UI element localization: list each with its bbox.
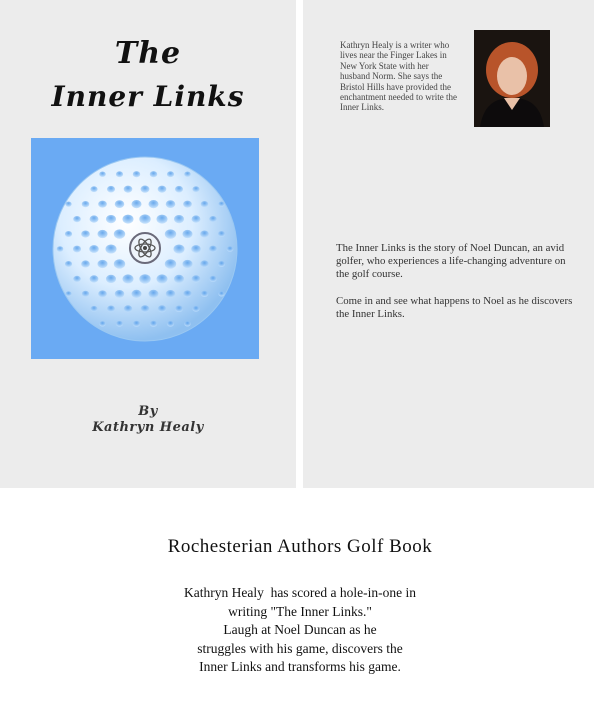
blurb-paragraph-1: The Inner Links is the story of Noel Duncan, an avid golfer, who experiences a life-changing adventure on the golf course. — [336, 242, 566, 281]
golf-ball-icon — [31, 138, 259, 359]
headline: Rochesterian Authors Golf Book — [167, 536, 433, 557]
cover-art — [31, 138, 259, 359]
description — [0, 584, 600, 677]
back-blurb — [336, 242, 576, 334]
description-line: Kathryn Healy has scored a hole-in-one in — [183, 585, 417, 600]
description-line: Laugh at Noel Duncan as he — [223, 622, 377, 637]
author-photo — [474, 30, 550, 127]
atom-emblem-icon — [130, 233, 160, 263]
author-bio: Kathryn Healy is a writer who lives near the Finger Lakes in New York State with her husband Norm. She says the Bristol Hills have provided the enchantment needed to write the Inner Links. — [340, 40, 457, 113]
description-line: writing "The Inner Links." — [228, 603, 372, 619]
title-line-1: The — [114, 36, 182, 71]
byline — [0, 404, 296, 436]
title-line-2: Inner Links — [51, 80, 245, 113]
author-name: Kathryn Healy — [92, 420, 204, 435]
by-label: By — [138, 404, 158, 419]
front-cover — [0, 0, 296, 488]
description-line: struggles with his game, discovers the — [197, 640, 403, 656]
description-line: Inner Links and transforms his game. — [199, 659, 401, 674]
blurb-paragraph-2: Come in and see what happens to Noel as he discovers the Inner Links. — [336, 294, 573, 320]
